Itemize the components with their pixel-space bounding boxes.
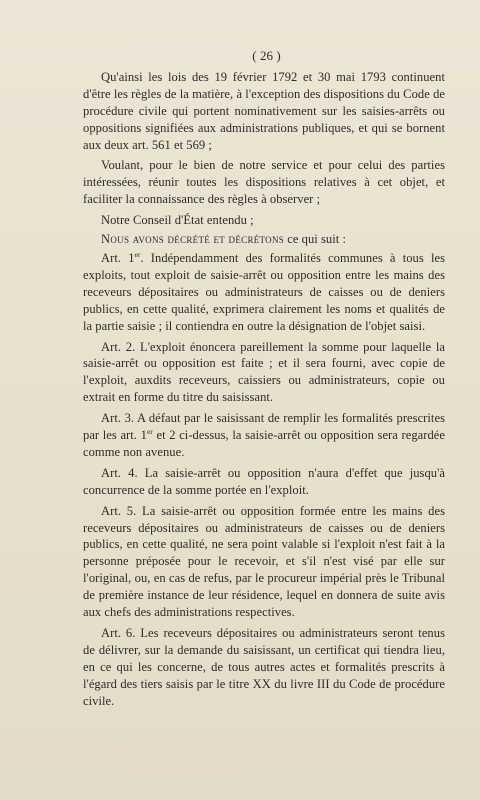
article-text: Art. 5. La saisie-arrêt ou opposition formée entre les mains des receveurs dépositaires ou administrateurs de caisses ou de deniers publics, en cette qualité, ne sera point valable si l'exploit n'est fait à la personne préposée pour le recevoir, et s'il n'est visé par elle sur l'original, ou, en cas de refus, par le procureur impérial près le Tribunal de première instance de leur résidence, lequel en donnera de suite avis aux chefs des administrations respectives. [83,503,445,620]
paragraph-intro [83,69,445,154]
paragraph-text: Notre Conseil d'État entendu ; [101,213,254,228]
article-text: Art. 6. Les receveurs dépositaires ou administrateurs seront tenus de délivrer, sur la demande du saisissant, un certificat qui tiendra lieu, en ce qui les concerne, de tous autres actes et formalités prescrits à l'égard des tiers saisis par le titre XX du livre III du Code de procédure civile. [83,626,445,708]
article-2 [83,339,445,407]
paragraph-text: Qu'ainsi les lois des 19 février 1792 et 30 mai 1793 continuent d'être les règles de la matière, à l'exception des dispositions du Code de procédure civile qui portent nominativement sur les saisies-arrêts ou oppositions signifiées aux administrations publiques, et qui se bornent aux deux art. 561 et 569 ; [83,69,445,152]
article-4 [83,465,445,499]
paragraph-text: Voulant, pour le bien de notre service et pour celui des parties intéressées, réunir toutes les dispositions relatives à cet objet, et faciliter la connaissance des règles à observer ; [83,158,445,207]
page-text [83,48,445,714]
paragraph-voulant [83,157,445,208]
article-1 [83,250,445,335]
article-text-continued: et 2 ci-dessus, la saisie-arrêt ou opposition sera regardée comme non avenue. [83,428,446,459]
article-text: Art. 4. La saisie-arrêt ou opposition n'aura d'effet que jusqu'à concurrence de la somme portée en l'exploit. [83,465,445,497]
paragraph-conseil [83,212,445,229]
article-text: Art. 3. A défaut par le saisissant de remplir les formalités prescrites par les art. 1 [83,411,445,443]
article-5 [83,503,445,621]
article-3 [83,410,445,461]
article-number: Art. 1 [101,250,135,265]
article-6 [83,625,445,710]
decree-formula: Nous avons décrété et décrétons [101,232,285,247]
article-text: . Indépendamment des formalités communes à tous les exploits, tout exploit de saisie-arrêt ou opposition entre les mains des receveurs dépositaires ou administrateurs de caisses ou de deniers publics, en cette qualité, exprimera clairement les noms et qualités de la partie saisie ; il contiendra en outre la désignation de l'objet saisi. [83,250,446,333]
page-number: ( 26 ) [252,48,281,63]
ordinal-superscript: er [146,427,153,437]
paragraph-decretons [83,231,445,248]
paragraph-text: ce qui suit : [284,232,346,247]
article-text: Art. 2. L'exploit énoncera pareillement la somme pour laquelle la saisie-arrêt ou opposition est faite ; et il sera fourni, avec copie de l'exploit, auxdits receveurs, caissiers ou administrateurs, copie ou extrait en forme du titre du saisissant. [83,339,445,405]
ordinal-superscript: er [134,249,141,259]
